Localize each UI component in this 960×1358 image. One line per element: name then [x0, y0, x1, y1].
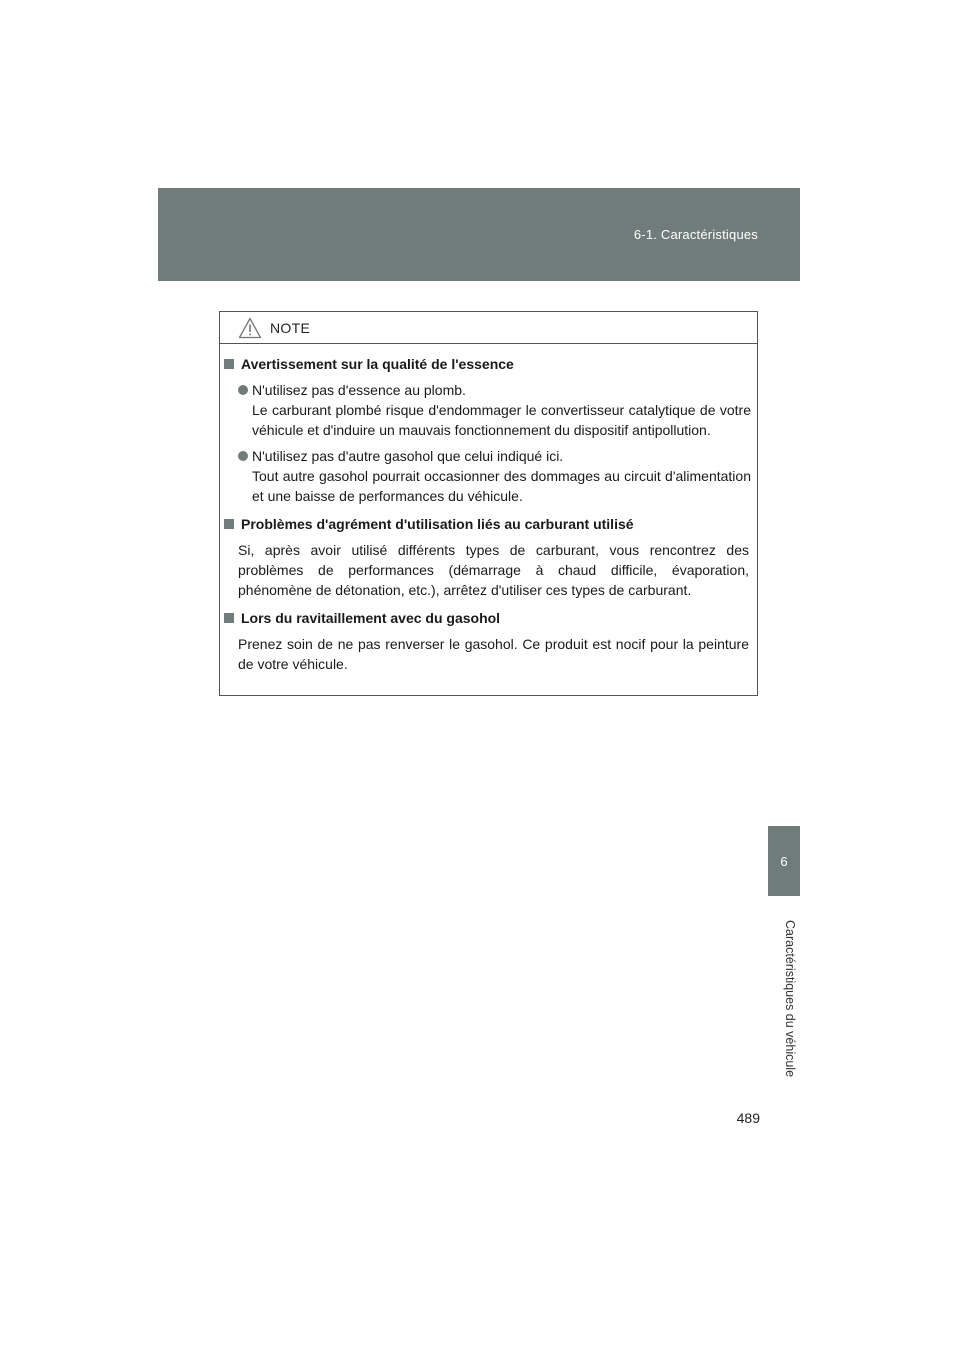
- bullet-lead: N'utilisez pas d'essence au plomb.: [252, 382, 466, 398]
- square-bullet-icon: [224, 613, 234, 623]
- page-number: 489: [736, 1110, 760, 1126]
- square-bullet-icon: [224, 359, 234, 369]
- chapter-number: 6: [780, 853, 788, 869]
- square-bullet-icon: [224, 519, 234, 529]
- heading-text: Problèmes d'agrément d'utilisation liés au carburant utilisé: [241, 516, 634, 532]
- section-heading: [224, 514, 751, 534]
- heading-text: Avertissement sur la qualité de l'essence: [241, 356, 514, 372]
- section-title: 6-1. Caractéristiques: [633, 227, 758, 242]
- list-item: [224, 446, 751, 506]
- section-text: Prenez soin de ne pas renverser le gasohol. Ce produit est nocif pour la peinture de votre véhicule.: [238, 636, 749, 672]
- section-heading: [224, 608, 751, 628]
- note-header: [220, 312, 757, 344]
- chapter-title: Caractéristiques du véhicule: [783, 920, 797, 1078]
- list-item: [224, 380, 751, 440]
- note-box: [219, 311, 758, 696]
- warning-triangle-icon: [238, 317, 262, 339]
- bullet-lead: N'utilisez pas d'autre gasohol que celui indiqué ici.: [252, 448, 564, 464]
- header-band: [158, 188, 800, 281]
- section-heading: [224, 354, 751, 374]
- note-title: NOTE: [270, 319, 311, 336]
- bullet-text: Tout autre gasohol pourrait occasionner des dommages au circuit d'alimentation et une baisse de performances du véhicule.: [252, 468, 751, 504]
- note-body: [220, 344, 757, 674]
- heading-text: Lors du ravitaillement avec du gasohol: [241, 610, 501, 626]
- bullet-text: Le carburant plombé risque d'endommager le convertisseur catalytique de votre véhicule et d'induire un mauvais fonctionnement du dispositif antipollution.: [252, 402, 751, 438]
- round-bullet-icon: [238, 385, 248, 395]
- round-bullet-icon: [238, 451, 248, 461]
- chapter-tab: [768, 826, 800, 896]
- section-text: Si, après avoir utilisé différents types de carburant, vous rencontrez des problèmes de performances (démarrage à chaud difficile, évaporation, phénomène de détonation, etc.), arrêtez d'utiliser ces types de carburant.: [238, 542, 749, 598]
